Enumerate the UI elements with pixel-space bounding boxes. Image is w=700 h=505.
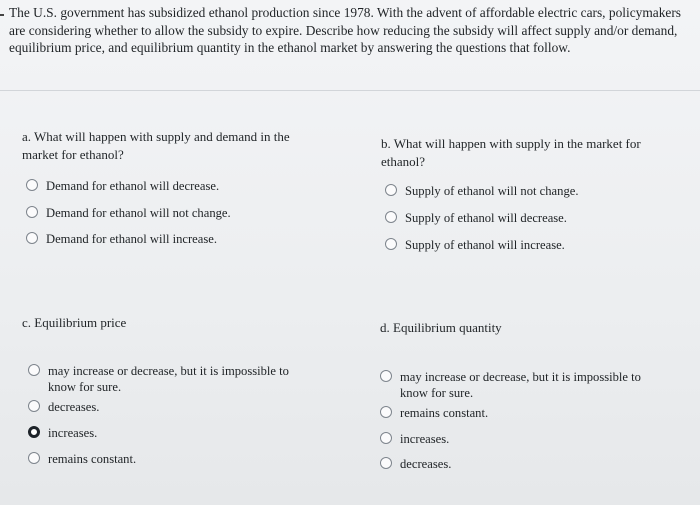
option-label: remains constant. xyxy=(400,406,489,420)
radio-button-icon[interactable] xyxy=(28,364,40,376)
edge-mark xyxy=(0,14,4,16)
question-d-option-1[interactable] xyxy=(380,369,670,401)
divider xyxy=(0,90,700,91)
question-a-option-1[interactable] xyxy=(26,178,219,194)
question-c-option-3[interactable] xyxy=(28,425,97,441)
question-d-option-4[interactable] xyxy=(380,456,451,472)
radio-button-icon[interactable] xyxy=(380,457,392,469)
radio-button-icon[interactable] xyxy=(385,211,397,223)
question-a-option-2[interactable] xyxy=(26,205,231,221)
option-label: remains constant. xyxy=(48,452,137,466)
radio-button-icon[interactable] xyxy=(28,452,40,464)
question-b-title: b. What will happen with supply in the market for ethanol? xyxy=(381,136,641,169)
question-b-option-2[interactable] xyxy=(385,210,567,226)
question-c-option-2[interactable] xyxy=(28,399,99,415)
question-d-title: d. Equilibrium quantity xyxy=(380,320,502,335)
option-label: Supply of ethanol will increase. xyxy=(405,238,565,252)
radio-button-icon[interactable] xyxy=(26,232,38,244)
intro-text: The U.S. government has subsidized ethanol production since 1978. With the advent of affordable electric cars, policymakers are considering whether to allow the subsidy to expire. Describe how reducing the subsidy will affect supply and/or demand, equilibrium price, and equilibrium quantity in the ethanol market by answering the questions that follow. xyxy=(9,5,682,55)
option-label: decreases. xyxy=(400,457,452,471)
option-label: may increase or decrease, but it is impossible to know for sure. xyxy=(400,370,641,400)
radio-button-icon[interactable] xyxy=(385,184,397,196)
radio-button-icon[interactable] xyxy=(28,400,40,412)
option-label: increases. xyxy=(48,426,98,440)
question-a-option-3[interactable] xyxy=(26,231,217,247)
radio-button-icon[interactable] xyxy=(380,370,392,382)
question-d-option-2[interactable] xyxy=(380,405,488,421)
radio-button-icon[interactable] xyxy=(26,179,38,191)
option-label: Supply of ethanol will decrease. xyxy=(405,211,567,225)
question-b-option-1[interactable] xyxy=(385,183,578,199)
question-c-title: c. Equilibrium price xyxy=(22,315,127,330)
question-b-option-3[interactable] xyxy=(385,237,565,253)
radio-button-icon[interactable] xyxy=(26,206,38,218)
option-label: Demand for ethanol will increase. xyxy=(46,232,217,246)
option-label: Demand for ethanol will not change. xyxy=(46,206,231,220)
option-label: decreases. xyxy=(48,400,100,414)
option-label: Supply of ethanol will not change. xyxy=(405,184,579,198)
radio-button-icon[interactable] xyxy=(380,406,392,418)
question-a-title: a. What will happen with supply and demand in the market for ethanol? xyxy=(22,129,290,162)
option-label: increases. xyxy=(400,432,450,446)
question-c-option-1[interactable] xyxy=(28,363,318,395)
radio-button-icon[interactable] xyxy=(380,432,392,444)
radio-button-icon[interactable] xyxy=(385,238,397,250)
option-label: may increase or decrease, but it is impossible to know for sure. xyxy=(48,364,289,394)
question-d-option-3[interactable] xyxy=(380,431,449,447)
radio-button-icon[interactable] xyxy=(28,426,40,438)
option-label: Demand for ethanol will decrease. xyxy=(46,179,220,193)
question-c-option-4[interactable] xyxy=(28,451,136,467)
